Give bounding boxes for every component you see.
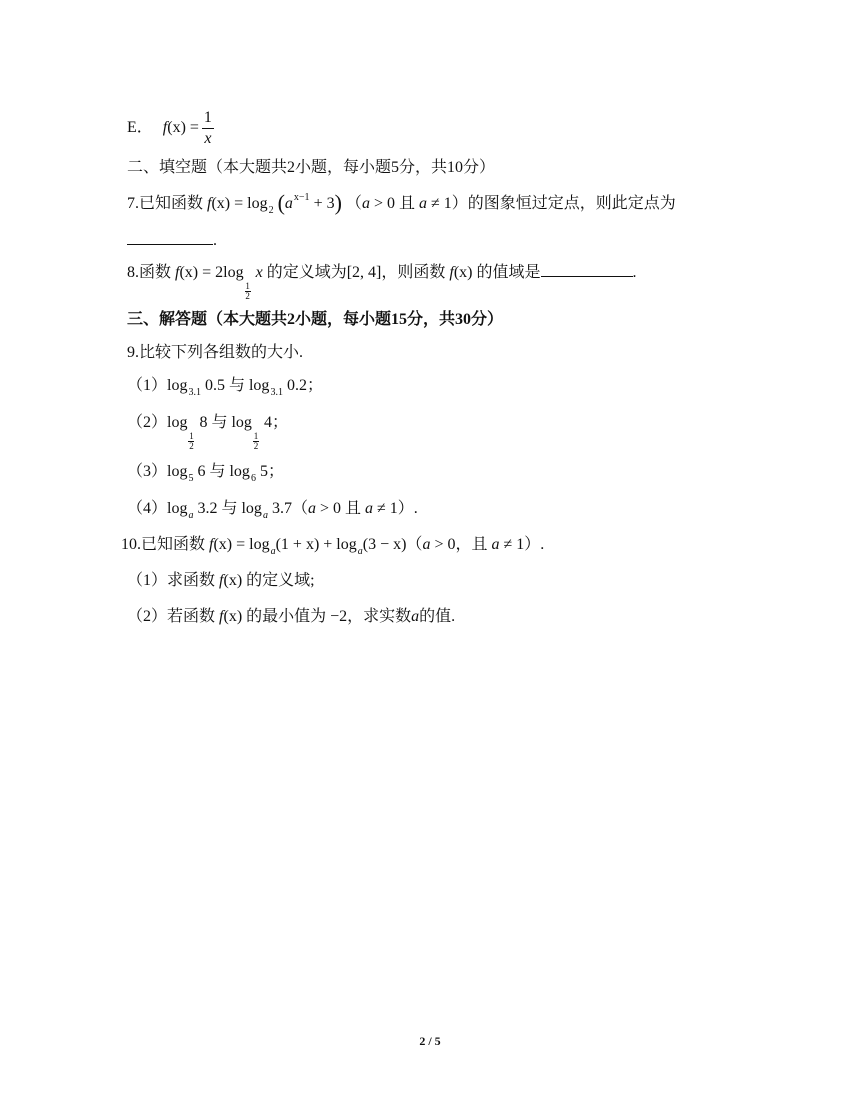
answer-blank (127, 228, 213, 245)
log-base-fraction: $\frac{1}{2}$ (245, 281, 250, 301)
question-9-part-2: （2）log $\frac{1}{2}$ 8 与 log $\frac{1}{2}$ 4； (127, 414, 288, 451)
formula: f(x) = (162, 119, 199, 136)
question-8: 8.函数 f(x) = 2log $\frac{1}{2}$ x 的定义域为[2, 4]，则函数 f(x) 的值域是 . (127, 260, 637, 289)
option-label: E． (127, 119, 153, 136)
question-9-part-4: $(4)\log_a$ 3.2 与 $\log_a 3.7(a > 0$ 且 a ≠ 1）. (127, 500, 418, 521)
option-e (127, 108, 217, 148)
section-heading-answer: 三、解答题（本大题共2小题，每小题15分，共30分） (127, 311, 504, 328)
question-9-part-1: $(1)\log_{3.1}$ 0.5 与 $\log_{3.1} 0.2$； (127, 377, 323, 398)
section-heading-fill-blank: 二、填空题（本大题共2小题，每小题5分，共10分） (127, 159, 496, 176)
question-10-part-1: （1）求函数 f(x) 的定义域; (127, 572, 315, 589)
question-7-answer-blank: . (127, 228, 217, 252)
question-7: 7.已知函数 $f(x) = \log_2 (a^{x-1} + 3) (a > 0$ 且 a ≠ 1）的图象恒过定点，则此定点为 (127, 190, 676, 216)
log-base-fraction: $\frac{1}{2}$ (189, 431, 194, 451)
log-base-fraction: $\frac{1}{2}$ (253, 431, 259, 451)
fraction: $\frac{1}{x}$ (203, 108, 212, 147)
question-9-stem: 9.比较下列各组数的大小. (127, 344, 304, 361)
page-number: 2 / 5 (419, 1034, 441, 1048)
question-9-part-3: $(3)\log_5$ 6 与 $\log_6 5$； (127, 463, 284, 484)
question-10-stem: 10.已知函数 $f(x) = \log_a(1 + x) + \log_a(3 - x)(a > 0$，且 a ≠ 1）. (121, 536, 545, 557)
question-10-part-2: （2）若函数 f(x) 的最小值为 −2，求实数a的值. (127, 608, 456, 625)
answer-blank (541, 260, 633, 277)
